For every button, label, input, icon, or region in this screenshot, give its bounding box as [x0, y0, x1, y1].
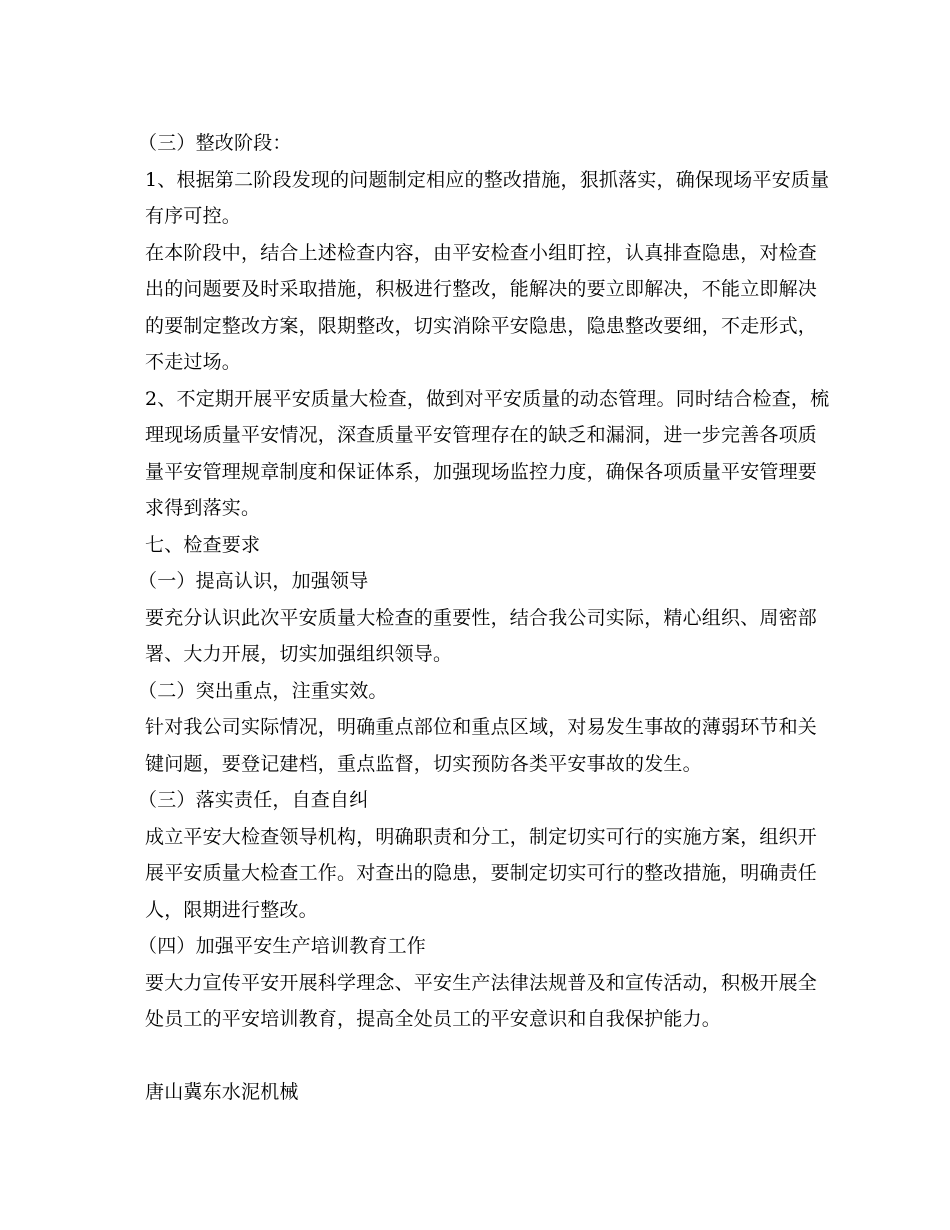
item2-line3: 量平安管理规章制度和保证体系，加强现场监控力度，确保各项质量平安管理要: [145, 461, 818, 483]
sub4-line2: 处员工的平安培训教育，提高全处员工的平安意识和自我保护能力。: [145, 1008, 722, 1030]
item2-line2: 理现场质量平安情况，深查质量平安管理存在的缺乏和漏洞，进一步完善各项质: [145, 424, 818, 446]
item2-line4: 求得到落实。: [145, 497, 261, 519]
item1-line2: 有序可控。: [145, 205, 242, 227]
sub1-line2: 署、大力开展，切实加强组织领导。: [145, 643, 453, 665]
sub2-title: （二）突出重点，注重实效。: [138, 680, 388, 702]
sub3-line2: 展平安质量大检查工作。对查出的隐患，要制定切实可行的整改措施，明确责任: [145, 862, 818, 884]
sub1-line1: 要充分认识此次平安质量大检查的重要性，结合我公司实际，精心组织、周密部: [145, 607, 818, 629]
signature-company: 唐山冀东水泥机械: [145, 1081, 299, 1103]
sub2-line2: 键问题，要登记建档，重点监督，切实预防各类平安事故的发生。: [145, 753, 702, 775]
sub1-title: （一）提高认识，加强领导: [138, 570, 369, 592]
sub4-line1: 要大力宣传平安开展科学理念、平安生产法律法规普及和宣传活动，积极开展全: [145, 972, 818, 994]
sub3-line3: 人，限期进行整改。: [145, 899, 318, 921]
para1-line3: 的要制定整改方案，限期整改，切实消除平安隐患，隐患整改要细，不走形式，: [145, 315, 818, 337]
para1-line2: 出的问题要及时采取措施，积极进行整改，能解决的要立即解决，不能立即解决: [145, 278, 818, 300]
para1-line4: 不走过场。: [145, 351, 242, 373]
sub2-line1: 针对我公司实际情况，明确重点部位和重点区域，对易发生事故的薄弱环节和关: [145, 716, 818, 738]
para1-line1: 在本阶段中，结合上述检查内容，由平安检查小组盯控，认真排查隐患，对检查: [145, 242, 818, 264]
section7-title: 七、检查要求: [145, 534, 261, 556]
phase3-heading: （三）整改阶段：: [138, 132, 292, 154]
sub3-line1: 成立平安大检查领导机构，明确职责和分工，制定切实可行的实施方案，组织开: [145, 826, 818, 848]
item2-line1: 2、不定期开展平安质量大检查，做到对平安质量的动态管理。同时结合检查，梳: [145, 388, 830, 410]
sub3-title: （三）落实责任，自查自纠: [138, 789, 369, 811]
item1-line1: 1、根据第二阶段发现的问题制定相应的整改措施，狠抓落实，确保现场平安质量: [145, 169, 830, 191]
sub4-title: （四）加强平安生产培训教育工作: [138, 935, 427, 957]
